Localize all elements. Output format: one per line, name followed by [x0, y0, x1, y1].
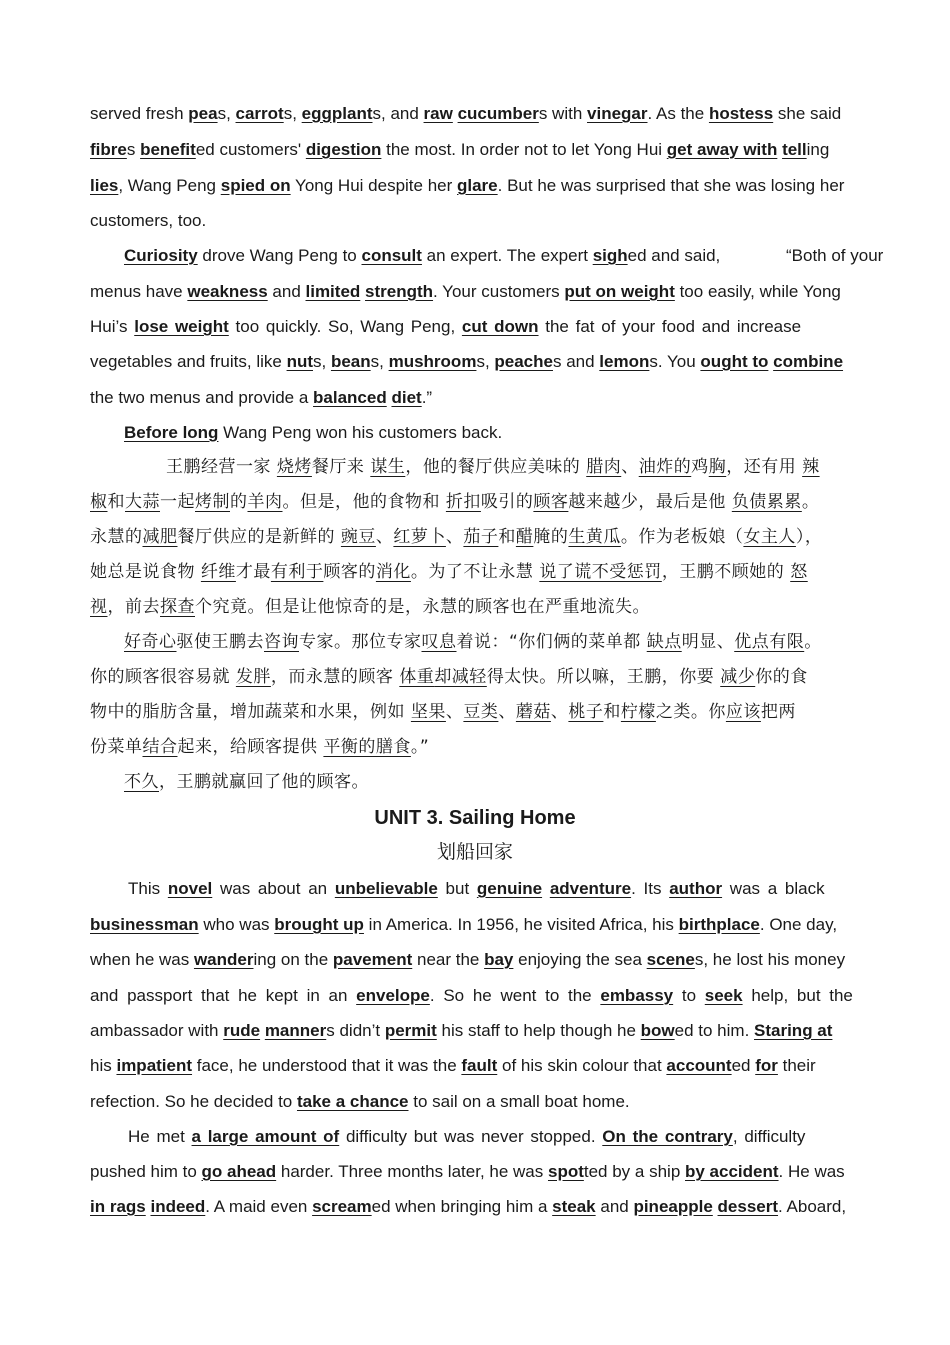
- text-line: 好奇心驱使王鹏去咨询专家。那位专家叹息着说：“你们俩的菜单都 缺点明显、优点有限。: [124, 632, 822, 652]
- text-line: 永慧的减肥餐厅供应的是新鲜的 豌豆、红萝卜、茄子和醋腌的生黄瓜。作为老板娘（女主人），: [90, 527, 823, 547]
- text-line: lies, Wang Peng spied on Yong Hui despite her glare. But he was surprised that she was losing her: [90, 176, 845, 195]
- text-line: pushed him to go ahead harder. Three months later, he was spotted by a ship by accident. He was: [90, 1162, 845, 1181]
- text-line: his impatient face, he understood that it was the fault of his skin colour that accounted for their: [90, 1056, 816, 1075]
- text-line: 不久，王鹏就赢回了他的顾客。: [124, 772, 369, 792]
- text-line: 你的顾客很容易就 发胖，而永慧的顾客 体重却减轻得太快。所以嘛，王鹏，你要 减少你的食: [90, 667, 808, 687]
- text-line: 椒和大蒜一起烤制的羊肉。但是，他的食物和 折扣吸引的顾客越来越少，最后是他 负债累累。: [90, 492, 820, 512]
- text-line: and passport that he kept in an envelope. So he went to the embassy to seek help, but the: [90, 986, 853, 1005]
- unit-subtitle: 划船回家: [436, 841, 513, 863]
- text-line: businessman who was brought up in America. In 1956, he visited Africa, his birthplace. One day,: [90, 915, 838, 934]
- text-line: in rags indeed. A maid even screamed when bringing him a steak and pineapple dessert. Aboard,: [90, 1197, 847, 1216]
- text-line: refection. So he decided to take a chance to sail on a small boat home.: [90, 1092, 630, 1111]
- text-line: Before long Wang Peng won his customers back.: [124, 423, 503, 442]
- unit-title: UNIT 3. Sailing Home: [374, 807, 576, 829]
- text-line: customers, too.: [90, 211, 207, 230]
- text-line: served fresh peas, carrots, eggplants, and raw cucumbers with vinegar. As the hostess she said: [90, 104, 842, 123]
- text-line: This novel was about an unbelievable but genuine adventure. Its author was a black: [128, 879, 825, 898]
- text-line: He met a large amount of difficulty but was never stopped. On the contrary, difficulty: [128, 1127, 806, 1146]
- text-line: menus have weakness and limited strength. Your customers put on weight too easily, while Yong: [90, 282, 841, 301]
- text-line: Curiosity drove Wang Peng to consult an expert. The expert sighed and said, “Both of your: [124, 246, 884, 265]
- text-line: 她总是说食物 纤维才最有利于顾客的消化。为了不让永慧 说了谎不受惩罚，王鹏不顾她的 怒: [90, 562, 808, 582]
- text-line: the two menus and provide a balanced diet.”: [90, 388, 433, 407]
- text-line: ambassador with rude manners didn’t permit his staff to help though he bowed to him. Staring at: [90, 1021, 833, 1040]
- text-line: when he was wandering on the pavement near the bay enjoying the sea scenes, he lost his money: [90, 950, 846, 969]
- text-line: 物中的脂肪含量，增加蔬菜和水果，例如 坚果、豆类、蘑菇、桃子和柠檬之类。你应该把两: [90, 702, 796, 722]
- text-line: 视，前去探查个究竟。但是让他惊奇的是，永慧的顾客也在严重地流失。: [90, 597, 650, 617]
- text-line: vegetables and fruits, like nuts, beans, mushrooms, peaches and lemons. You ought to combine: [90, 352, 844, 371]
- text-line: fibres benefited customers' digestion the most. In order not to let Yong Hui get away with telling: [90, 140, 830, 159]
- text-line: Hui’s lose weight too quickly. So, Wang Peng, cut down the fat of your food and increase: [90, 317, 802, 336]
- text-line: 王鹏经营一家 烧烤餐厅来 谋生，他的餐厅供应美味的 腊肉、油炸的鸡胸，还有用 辣: [166, 457, 820, 477]
- text-line: 份菜单结合起来，给顾客提供 平衡的膳食。”: [90, 737, 430, 757]
